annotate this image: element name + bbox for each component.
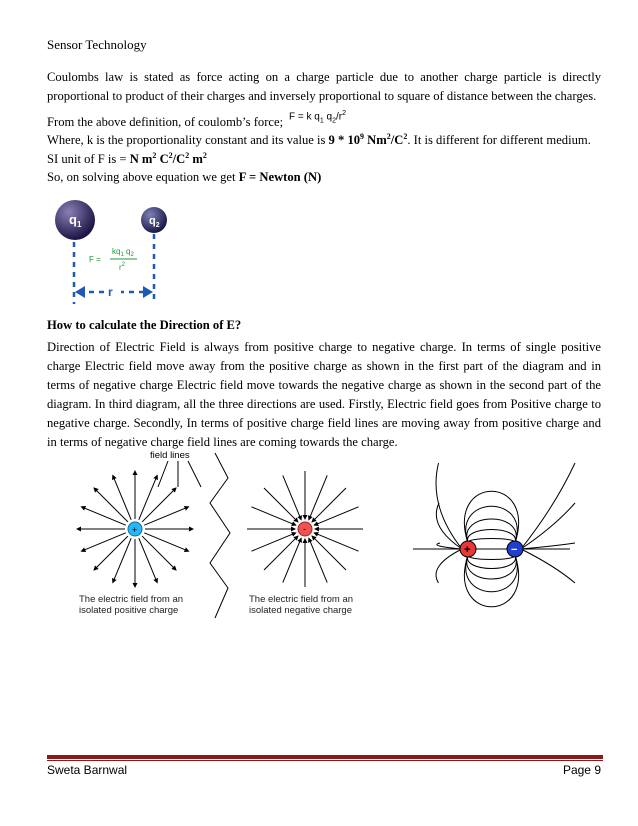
running-header: Sensor Technology [47,37,147,52]
dipole-field-line [521,463,575,549]
positive-field-line [94,536,128,570]
dipole-field-line [466,555,518,592]
field-lines-label: field lines [150,450,190,461]
svg-text:r: r [108,285,113,299]
positive-field-line [139,475,157,519]
dipole-field-line [467,555,515,569]
positive-field-line [144,533,188,551]
dipole-field-line [521,549,575,583]
negative-field-line [309,538,327,582]
constant-line: Where, k is the proportionality constant and its value is $9 * 10^9$ $Nm^2/C^2$. It is different for different medium. [47,132,591,148]
dipole-field [413,463,575,607]
dipole-field-line [466,506,518,543]
footer-page-number: Page 9 [562,763,601,777]
negative-field-line [283,538,301,582]
footer-author: Sweta Barnwal [47,763,128,777]
svg-text:kq1 q2: $kq_1$ $q_2$ [112,247,134,258]
solve-line: So, on solving above equation we get F = Newton (N) [47,170,322,184]
negative-field-line [251,533,295,551]
dipole-field-line [436,463,462,549]
svg-text:+: + [132,525,138,535]
caption-positive: The electric field from an isolated positive charge [79,594,184,616]
positive-field-line [113,475,131,519]
caption-negative: The electric field from an isolated negative charge [249,594,354,616]
positive-field-line [94,488,128,522]
footer-rule [47,755,603,759]
dipole-field-line [464,555,518,607]
formula-image: F = k $q_1$ $q_2/r^2$ [289,110,347,125]
positive-field-line [81,507,125,525]
positive-field-line [113,538,131,582]
positive-field-line [144,507,188,525]
coulomb-diagram [55,196,175,308]
dipole-field-line [521,503,575,549]
dipole-field-line [436,549,462,583]
svg-text:q2: $q_2$ [149,215,160,229]
dipole-field-line [467,530,515,544]
coulomb-law-paragraph: Coulombs law is stated as force acting on a charge particle due to another charge particle is directly proportional to product of their charges and inversely proportional to square of distance between the charges. [47,70,601,103]
positive-field-line [139,538,157,582]
svg-text:q1: $q_1$ [69,212,82,229]
si-unit-line: SI unit of F is = N $m^2$ $C^2/C^2$ $m^2$ [47,151,207,167]
negative-field-line [264,536,298,570]
dipole-field-line [464,491,518,543]
positive-field-line [142,488,176,522]
negative-field-line [312,488,346,522]
dipole-field-line [468,539,515,544]
negative-field-line [314,533,358,551]
svg-text:−: − [511,544,518,556]
positive-field-line [142,536,176,570]
dipole-field-line [468,555,515,560]
negative-field-line [312,536,346,570]
svg-text:+: + [464,544,471,556]
negative-field-line [283,475,301,519]
negative-field-line [309,475,327,519]
negative-field-line [314,507,358,525]
negative-field-line [264,488,298,522]
positive-field-line [81,533,125,551]
footer-rule-thin [47,760,603,761]
svg-text:F =: F = [89,255,101,264]
negative-field-line [251,507,295,525]
svg-text:-: - [303,524,306,534]
svg-text:r2: $r^2$ [119,262,126,272]
definition-line: From the above definition, of coulomb’s force; [47,115,284,129]
section-heading: How to calculate the Direction of E? [47,318,242,332]
direction-paragraph: Direction of Electric Field is always from positive charge to negative charge. In terms of single positive charge Electric field move away from the positive charge as shown in the first part of the diagram and in terms of negative charge Electric field move towards the negative charge as shown in the second part of the diagram. In third diagram, all the three directions are used. Firstly, Electric field goes from Positive charge to negative charge. Secondly, In terms of positive charge field lines are moving away from positive charge and in terms of negative charge field lines are coming towards the charge. [47,340,601,449]
